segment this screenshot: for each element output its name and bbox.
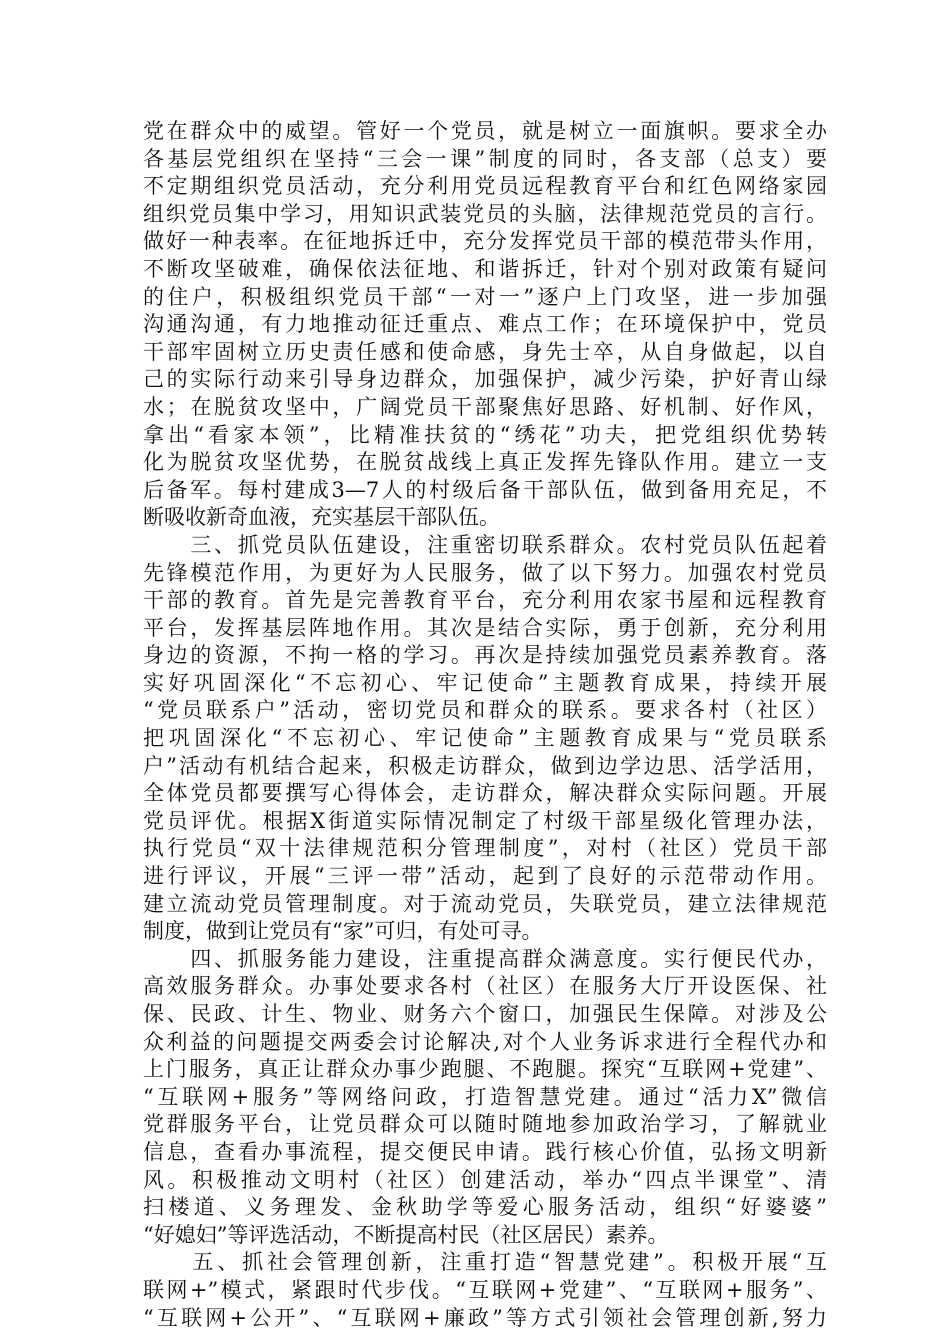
text-line: 后备军。每村建成3—7人的村级后备干部队伍，做到备用充足，不 [143,477,827,502]
text-line: 四、抓服务能力建设，注重提高群众满意度。实行便民代办， [143,946,827,971]
text-line: 保、民政、计生、物业、财务六个窗口，加强民生保障。对涉及公 [143,1002,827,1026]
text-line: 执行党员“双十法律规范积分管理制度”，对村（社区）党员干部 [143,836,827,861]
text-line: “党员联系户”活动，密切党员和群众的联系。要求各村（社区） [143,698,827,723]
text-line: 化为脱贫攻坚优势，在脱贫战线上真正发挥先锋队作用。建立一支 [143,450,827,475]
text-line: 高效服务群众。办事处要求各村（社区）在服务大厅开设医保、社 [143,974,827,999]
text-line: 身边的资源，不拘一格的学习。再次是持续加强党员素养教育。落 [143,643,827,668]
text-line: 平台，发挥基层阵地作用。其次是结合实际，勇于创新，充分利用 [143,615,827,640]
text-line: 断吸收新奇血液，充实基层干部队伍。 [143,505,500,530]
text-line: 干部牢固树立历史责任感和使命感，身先士卒，从自身做起，以自 [143,339,827,364]
text-line: 不定期组织党员活动，充分利用党员远程教育平台和红色网络家园 [143,174,827,199]
text-line: “互联网+公开”、“互联网+廉政”等方式引领社会管理创新,努力 [143,1305,827,1330]
text-line: 做好一种表率。在征地拆迁中，充分发挥党员干部的模范带头作用， [143,229,827,254]
text-line: “互联网+服务”等网络问政，打造智慧党建。通过“活力X”微信 [143,1084,827,1109]
text-line: 各基层党组织在坚持“三会一课”制度的同时，各支部（总支）要 [143,146,827,171]
text-line: 联网+”模式，紧跟时代步伐。“互联网+党建”、“互联网+服务”、 [143,1277,827,1302]
text-line: 党群服务平台，让党员群众可以随时随地参加政治学习，了解就业 [143,1112,827,1137]
text-line: 不断攻坚破难，确保依法征地、和谐拆迁，针对个别对政策有疑问 [143,256,827,281]
text-line: 拿出“看家本领”，比精准扶贫的“绣花”功夫，把党组织优势转 [143,422,827,447]
text-line: “好媳妇”等评选活动，不断提高村民（社区居民）素养。 [143,1222,669,1247]
text-line: 上门服务，真正让群众办事少跑腿、不跑腿。探究“互联网+党建”、 [143,1057,827,1082]
text-line: 组织党员集中学习，用知识武装党员的头脑，法律规范党员的言行。 [143,201,827,226]
text-line: 全体党员都要撰写心得体会，走访群众，解决群众实际问题。开展 [143,781,827,806]
text-line: 风。积极推动文明村（社区）创建活动，举办“四点半课堂”、清 [143,1167,827,1192]
text-line: 五、抓社会管理创新，注重打造“智慧党建”。积极开展“互 [143,1250,827,1275]
text-line: 先锋模范作用，为更好为人民服务，做了以下努力。加强农村党员 [143,560,827,585]
text-line: 的住户，积极组织党员干部“一对一”逐户上门攻坚，进一步加强 [143,284,827,309]
text-line: 己的实际行动来引导身边群众，加强保护，减少污染，护好青山绿 [143,367,827,392]
text-line: 进行评议，开展“三评一带”活动，起到了良好的示范带动作用。 [143,864,827,889]
text-line: 众利益的问题提交两委会讨论解决,对个人业务诉求进行全程代办和 [143,1029,827,1054]
text-line: 党在群众中的威望。管好一个党员，就是树立一面旗帜。要求全办 [143,119,827,143]
document-body [143,118,827,1332]
text-line: 户”活动有机结合起来，积极走访群众，做到边学边思、活学活用， [143,753,827,778]
text-line: 干部的教育。首先是完善教育平台，充分利用农家书屋和远程教育 [143,588,827,613]
text-line: 扫楼道、义务理发、金秋助学等爱心服务活动，组织“好婆婆” [143,1195,827,1220]
text-line: 制度，做到让党员有“家”可归，有处可寻。 [143,919,543,944]
text-line: 把巩固深化“不忘初心、牢记使命”主题教育成果与“党员联系 [143,726,827,751]
text-line: 沟通沟通，有力地推动征迁重点、难点工作；在环境保护中，党员 [143,312,827,337]
text-line: 水；在脱贫攻坚中，广阔党员干部聚焦好思路、好机制、好作风， [143,394,827,419]
text-line: 实好巩固深化“不忘初心、牢记使命”主题教育成果，持续开展 [143,670,827,695]
text-line: 信息，查看办事流程，提交便民申请。践行核心价值，弘扬文明新 [143,1139,827,1164]
text-line: 党员评优。根据X街道实际情况制定了村级干部星级化管理办法， [143,808,827,833]
text-line: 三、抓党员队伍建设，注重密切联系群众。农村党员队伍起着 [143,532,827,557]
text-line: 建立流动党员管理制度。对于流动党员，失联党员，建立法律规范 [143,891,827,916]
